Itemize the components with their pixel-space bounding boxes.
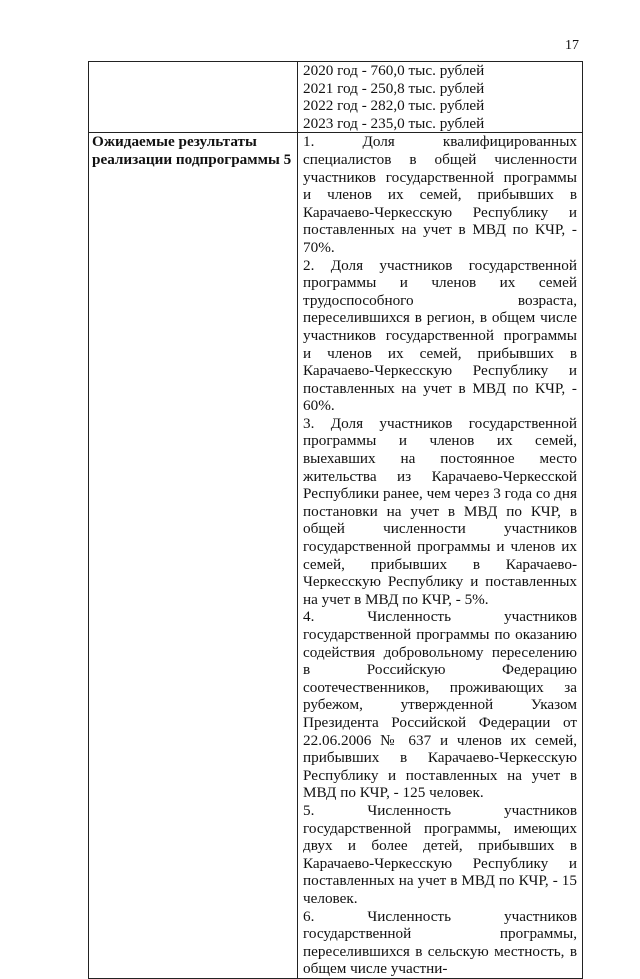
result-item-4: 4. Численность участников государственной программы по оказанию содействия добровольному переселению в Российскую Федерацию соотечественников, проживающих за рубежом, утвержденной Указом Президента Российской Федерации от 22.06.2006 № 637 и членов их семей, прибывших в Карачаево-Черкесскую Республику и поставленных на учет в МВД по КЧР, - 125 человек. (303, 608, 577, 802)
funding-label-cell (89, 62, 298, 133)
page-number: 17 (565, 38, 579, 53)
funding-values-cell (298, 62, 583, 133)
results-label-cell (89, 133, 298, 979)
funding-line-2023: 2023 год - 235,0 тыс. рублей (303, 114, 485, 132)
result-item-2: 2. Доля участников государственной программы и членов их семей трудоспособного возраста, переселившихся в регион, в общем числе участников государственной программы и членов их семей, прибывших в Карачаево-Черкесскую Республику и поставленных на учет в МВД по КЧР, - 60%. (303, 256, 577, 415)
subprogram-passport-table (88, 61, 583, 979)
result-item-3: 3. Доля участников государственной программы и членов их семей, выехавших на постоянное место жительства из Карачаево-Черкесской Республики ранее, чем через 3 года со дня постановки на учет в МВД по КЧР, в общей численности участников государственной программы и членов их семей, прибывших в Карачаево-Черкесскую Республику и поставленных на учет в МВД по КЧР, - 5%. (303, 414, 577, 608)
funding-line-2021: 2021 год - 250,8 тыс. рублей (303, 79, 485, 97)
funding-line-2020: 2020 год - 760,0 тыс. рублей (303, 62, 485, 79)
results-label: Ожидаемые результаты реализации подпрограммы 5 (92, 133, 292, 168)
table-row-funding (89, 62, 583, 133)
result-item-6: 6. Численность участников государственной программы, переселившихся в сельскую местность, в общем числе участни- (303, 907, 577, 978)
funding-line-2022: 2022 год - 282,0 тыс. рублей (303, 97, 485, 115)
result-item-1: 1. Доля квалифицированных специалистов в общей численности участников государственной программы и членов их семей, прибывших в Карачаево-Черкесскую Республику и поставленных на учет в МВД по КЧР, - 70%. (303, 133, 577, 256)
table-row-expected-results (89, 133, 583, 979)
results-items-cell (298, 133, 583, 979)
result-item-5: 5. Численность участников государственной программы, имеющих двух и более детей, прибывших в Карачаево-Черкесскую Республику и поставленных на учет в МВД по КЧР, - 15 человек. (303, 801, 577, 907)
